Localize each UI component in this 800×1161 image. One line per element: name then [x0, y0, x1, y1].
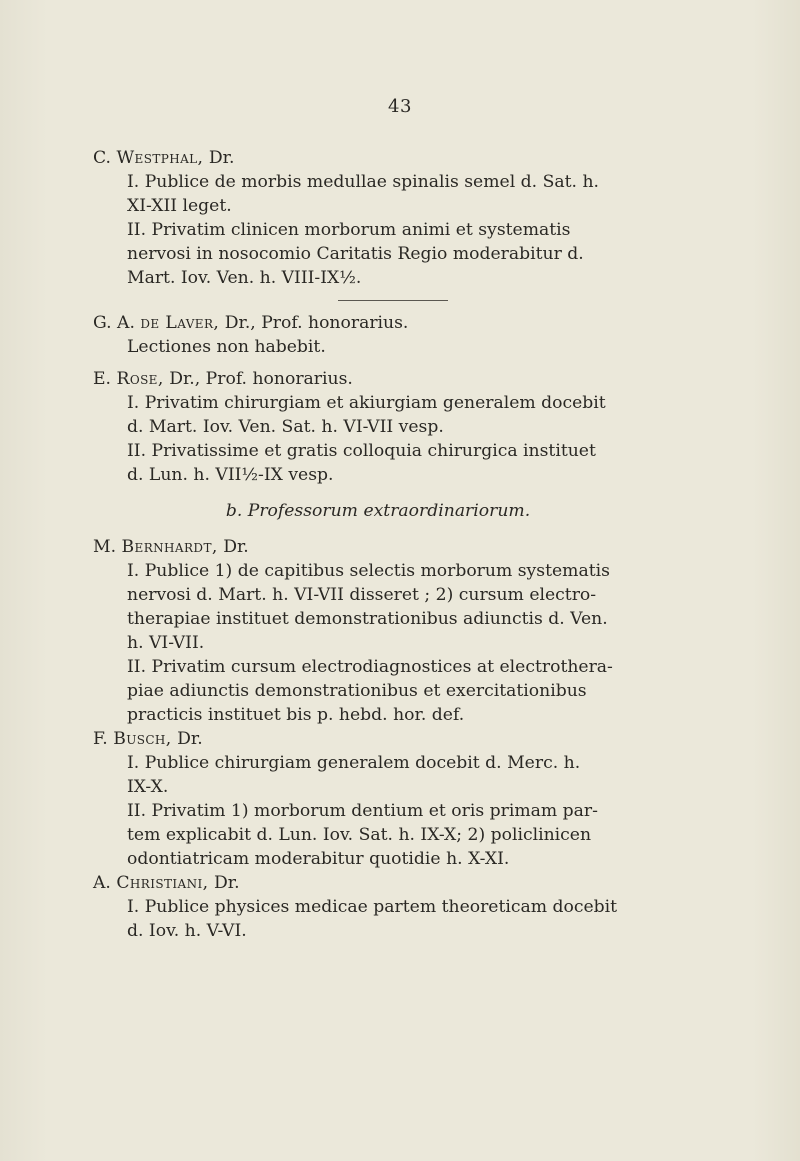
lecture-item	[93, 170, 673, 218]
initial: F.	[93, 729, 108, 749]
lecturer-name: Bernhardt,	[121, 537, 218, 557]
line: Publice physices medicae partem theoreticam docebit	[144, 897, 618, 917]
line: d. Lun. h. VII½-IX vesp.	[127, 465, 334, 485]
entry-westphal	[93, 146, 673, 290]
item-number: I.	[127, 897, 140, 917]
section-label: b.	[225, 501, 243, 521]
entry-heading	[93, 146, 673, 170]
entry-laver	[93, 311, 673, 359]
lecturer-title: Dr.	[208, 148, 235, 168]
divider	[338, 300, 448, 301]
line: Mart. Iov. Ven. h. VIII-IX½.	[127, 268, 362, 288]
line: h. VI-VII.	[127, 633, 205, 653]
entry-heading	[93, 367, 673, 391]
line: therapiae instituet demonstrationibus adiunctis d. Ven.	[127, 609, 608, 629]
item-number: II.	[127, 441, 147, 461]
lecture-item	[93, 895, 673, 943]
lecturer-name: Rose,	[116, 369, 164, 389]
page-content	[93, 146, 673, 943]
lecture-item	[93, 799, 673, 871]
lecture-item	[93, 439, 673, 487]
lecturer-name: Christiani,	[116, 873, 209, 893]
lecture-item	[93, 655, 673, 727]
spacer	[93, 487, 673, 499]
item-number: II.	[127, 801, 147, 821]
line: nervosi in nosocomio Caritatis Regio moderabitur d.	[127, 244, 584, 264]
line: Publice 1) de capitibus selectis morborum systematis	[144, 561, 610, 581]
spacer	[93, 359, 673, 367]
page-number: 43	[388, 96, 412, 117]
item-number: I.	[127, 172, 140, 192]
lecturer-name: Westphal,	[116, 148, 204, 168]
entry-heading	[93, 871, 673, 895]
lecture-note: Lectiones non habebit.	[127, 337, 326, 357]
entry-rose	[93, 367, 673, 487]
line: Privatim cursum electrodiagnostices at electrothera-	[151, 657, 613, 677]
entry-bernhardt	[93, 535, 673, 727]
entry-heading	[93, 535, 673, 559]
section-title	[93, 499, 663, 523]
lecturer-title: Dr.	[223, 537, 249, 557]
lecturer-name: de Laver,	[140, 313, 220, 333]
entry-christiani	[93, 871, 673, 943]
item-number: I.	[127, 753, 140, 773]
initial: M.	[93, 537, 117, 557]
lecture-item	[93, 559, 673, 655]
lecturer-title: Dr.	[213, 873, 240, 893]
initial: E.	[93, 369, 112, 389]
item-number: II.	[127, 220, 147, 240]
section-heading: Professorum extraordinariorum.	[247, 501, 531, 521]
lecture-item	[93, 751, 673, 799]
lecturer-title: Dr., Prof. honorarius.	[169, 369, 353, 389]
line: XI-XII leget.	[127, 196, 232, 216]
item-number: II.	[127, 657, 147, 677]
lecturer-title: Dr., Prof. honorarius.	[224, 313, 409, 333]
line: Privatim chirurgiam et akiurgiam generalem docebit	[144, 393, 606, 413]
entry-busch	[93, 727, 673, 871]
line: odontiatricam moderabitur quotidie h. X-XI.	[127, 849, 510, 869]
line: Publice chirurgiam generalem docebit d. Merc. h.	[144, 753, 581, 773]
line: Privatissime et gratis colloquia chirurgica instituet	[151, 441, 596, 461]
item-number: I.	[127, 393, 140, 413]
initial: C.	[93, 148, 112, 168]
initial: A.	[93, 873, 111, 893]
entry-heading	[93, 311, 673, 335]
line: tem explicabit d. Lun. Iov. Sat. h. IX-X; 2) policlinicen	[127, 825, 592, 845]
line: piae adiunctis demonstrationibus et exercitationibus	[127, 681, 587, 701]
line: d. Mart. Iov. Ven. Sat. h. VI-VII vesp.	[127, 417, 444, 437]
line: d. Iov. h. V-VI.	[127, 921, 247, 941]
entry-heading	[93, 727, 673, 751]
line: Privatim 1) morborum dentium et oris primam par-	[151, 801, 598, 821]
line: Privatim clinicen morborum animi et systematis	[151, 220, 571, 240]
item-number: I.	[127, 561, 140, 581]
line: Publice de morbis medullae spinalis semel d. Sat. h.	[144, 172, 599, 192]
lecturer-name: Busch,	[113, 729, 172, 749]
spacer	[93, 523, 673, 535]
initial: G. A.	[93, 313, 135, 333]
lecture-item	[93, 391, 673, 439]
line: practicis instituet bis p. hebd. hor. def.	[127, 705, 465, 725]
line: IX-X.	[127, 777, 169, 797]
lecture-item	[93, 218, 673, 290]
lecturer-title: Dr.	[177, 729, 203, 749]
line: nervosi d. Mart. h. VI-VII disseret ; 2) cursum electro-	[127, 585, 597, 605]
